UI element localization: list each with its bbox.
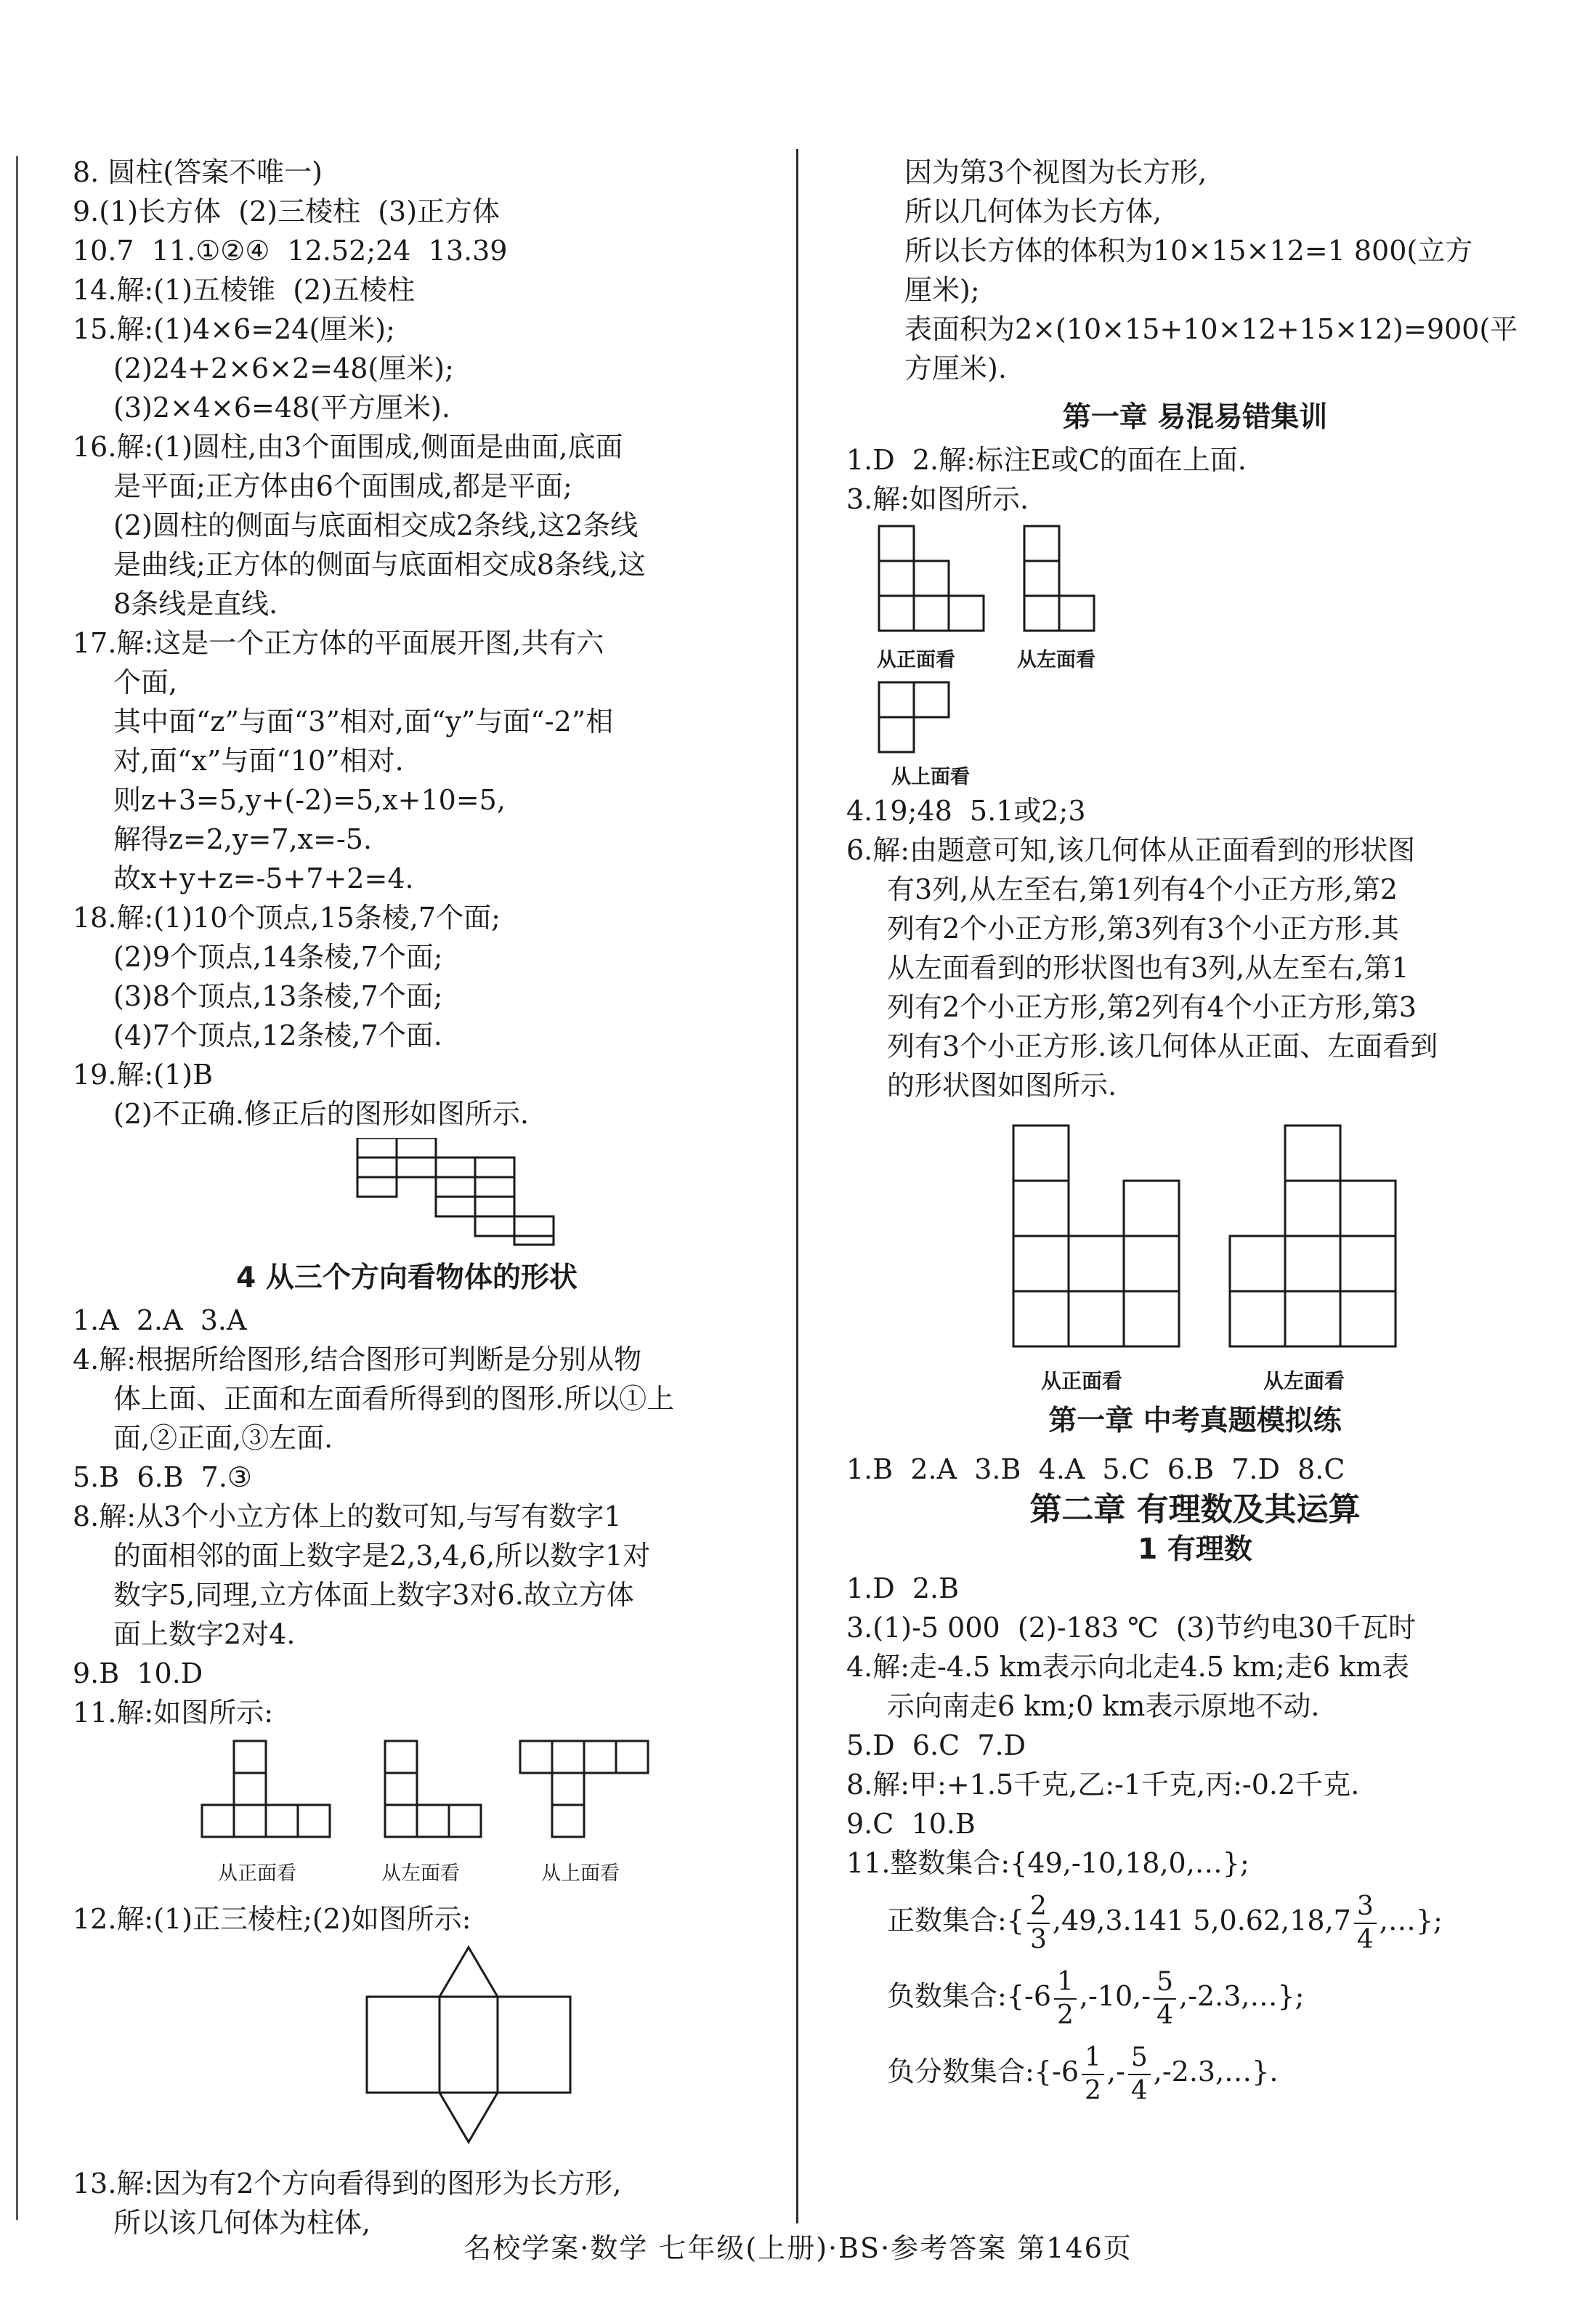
answer-line: 3.解:如图所示. xyxy=(846,483,1029,515)
answer-line: 故x+y+z=-5+7+2=4. xyxy=(113,862,414,894)
figure-6-drawing xyxy=(846,1105,1544,1396)
answer-line: 8条线是直线. xyxy=(113,588,278,620)
answer-line: 对,面“x”与面“10”相对. xyxy=(113,745,404,777)
answer-line: 列有2个小正方形,第3列有3个小正方形.其 xyxy=(887,913,1399,945)
figure-11-three-views xyxy=(73,1732,741,1899)
answer-line: 的面相邻的面上数字是2,3,4,6,所以数字1对 xyxy=(113,1540,651,1572)
answer-line: (3)8个顶点,13条棱,7个面; xyxy=(113,980,443,1012)
fraction-five-quarters: $\frac{5}{4}$ xyxy=(1128,2042,1151,2107)
answer-line: 11.整数集合:{49,-10,18,0,…}; xyxy=(846,1847,1249,1879)
page-footer: 名校学案·数学 七年级(上册)·BS·参考答案 第146页 xyxy=(463,2232,1133,2264)
caption-left-view: 从左面看 xyxy=(1263,1369,1345,1393)
answer-line: 5.D 6.C 7.D xyxy=(846,1729,1026,1761)
answer-line: 6.解:由题意可知,该几何体从正面看到的形状图 xyxy=(846,834,1416,866)
answer-line: 是曲线;正方体的侧面与底面相交成8条线,这 xyxy=(113,549,647,581)
answer-line: 9.(1)长方体 (2)三棱柱 (3)正方体 xyxy=(73,195,501,227)
answer-line: 1.A 2.A 3.A xyxy=(73,1304,247,1336)
answer-line: 其中面“z”与面“3”相对,面“y”与面“-2”相 xyxy=(113,706,614,738)
fraction-five-quarters: $\frac{5}{4}$ xyxy=(1154,1966,1176,2032)
figure-12-prism-net xyxy=(73,1939,741,2164)
answer-line: 方厘米). xyxy=(904,352,1007,384)
answer-line: (2)不正确.修正后的图形如图所示. xyxy=(113,1098,529,1130)
answer-line: 所以几何体为长方体, xyxy=(904,195,1162,227)
right-column xyxy=(846,153,1544,2109)
column-divider xyxy=(796,149,798,2223)
answer-line: 4.解:走-4.5 km表示向北走4.5 km;走6 km表 xyxy=(846,1651,1410,1683)
set-label: 正数集合:{ xyxy=(887,1904,1024,1936)
figure-3-views xyxy=(846,519,1544,791)
answer-line: (2)24+2×6×2=48(厘米); xyxy=(113,352,454,384)
fraction-one-half: $\frac{1}{2}$ xyxy=(1082,2042,1104,2107)
fraction-one-half: $\frac{1}{2}$ xyxy=(1054,1966,1077,2032)
answer-line: 所以长方体的体积为10×15×12=1 800(立方 xyxy=(904,235,1473,267)
answer-line: 9.C 10.B xyxy=(846,1808,976,1840)
negative-set-line: 负数集合:{-6 $\frac{1}{2}$ ,-10,- $\frac{5}{4}$ ,-2.3,…}; xyxy=(887,1966,1305,2030)
caption-top-view: 从上面看 xyxy=(891,766,970,788)
answer-line: 体上面、正面和左面看所得到的图形.所以①上 xyxy=(113,1383,675,1415)
left-column xyxy=(73,153,741,2242)
answer-line: 5.B 6.B 7.③ xyxy=(73,1461,252,1493)
fraction-two-thirds: $\frac{2}{3}$ xyxy=(1027,1891,1050,1956)
positive-set-line: 正数集合:{ $\frac{2}{3}$ ,49,3.141 5,0.62,18,7 $\frac{3}{4}$ ,…}; xyxy=(887,1891,1443,1955)
answer-line: 的形状图如图所示. xyxy=(887,1070,1117,1102)
answer-line: 4.19;48 5.1或2;3 xyxy=(846,795,1086,827)
answer-line: 8.解:甲:+1.5千克,乙:-1千克,丙:-0.2千克. xyxy=(846,1769,1360,1801)
answer-line: 8. 圆柱(答案不唯一) xyxy=(73,156,323,188)
answer-line: 列有3个小正方形.该几何体从正面、左面看到 xyxy=(887,1030,1438,1062)
fraction-three-quarters: $\frac{3}{4}$ xyxy=(1354,1891,1377,1956)
answer-line: 18.解:(1)10个顶点,15条棱,7个面; xyxy=(73,902,501,934)
answer-line: 9.B 10.D xyxy=(73,1657,203,1689)
answer-line: 厘米); xyxy=(904,274,980,306)
answer-line: 1.B 2.A 3.B 4.A 5.C 6.B 7.D 8.C xyxy=(846,1453,1345,1485)
answer-line: 14.解:(1)五棱锥 (2)五棱柱 xyxy=(73,274,416,306)
negative-fraction-set-line: 负分数集合:{-6 $\frac{1}{2}$ ,- $\frac{5}{4}$ ,-2.3,…}. xyxy=(887,2042,1279,2106)
answer-line: 示向南走6 km;0 km表示原地不动. xyxy=(887,1690,1320,1722)
page-edge-shadow xyxy=(16,156,18,2220)
staircase-shape xyxy=(73,1138,741,1247)
answer-line: 是平面;正方体由6个面围成,都是平面; xyxy=(113,470,572,502)
answer-line: (2)9个顶点,14条棱,7个面; xyxy=(113,941,443,973)
section-1-title: 1 有理数 xyxy=(1138,1533,1252,1566)
answer-line: 面,②正面,③左面. xyxy=(113,1422,333,1454)
caption-top-view: 从上面看 xyxy=(541,1862,620,1885)
answer-line: 10.7 11.①②④ 12.52;24 13.39 xyxy=(73,235,508,267)
caption-front-view: 从正面看 xyxy=(1041,1369,1123,1393)
answer-line: (4)7个顶点,12条棱,7个面. xyxy=(113,1019,442,1051)
answer-line: 个面, xyxy=(113,666,178,698)
answer-line: 4.解:根据所给图形,结合图形可判断是分别从物 xyxy=(73,1344,642,1375)
answer-line: 19.解:(1)B xyxy=(73,1059,213,1091)
answer-line: 17.解:这是一个正方体的平面展开图,共有六 xyxy=(73,627,604,659)
figure-19-corrected-net xyxy=(73,1134,741,1243)
caption-left-view: 从左面看 xyxy=(381,1862,460,1885)
answer-line: 面上数字2对4. xyxy=(113,1618,296,1650)
answer-line: 3.(1)-5 000 (2)-183 ℃ (3)节约电30千瓦时 xyxy=(846,1612,1416,1644)
answer-line: 有3列,从左至右,第1列有4个小正方形,第2 xyxy=(887,873,1398,905)
caption-left-view: 从左面看 xyxy=(1017,649,1095,671)
answer-line: 则z+3=5,y+(-2)=5,x+10=5, xyxy=(113,784,506,816)
prism-net-drawing xyxy=(73,1939,741,2164)
answer-line: 表面积为2×(10×15+10×12+15×12)=900(平 xyxy=(904,313,1518,345)
answer-line: (3)2×4×6=48(平方厘米). xyxy=(113,392,450,424)
answer-line: 列有2个小正方形,第2列有4个小正方形,第3 xyxy=(887,991,1417,1023)
caption-front-view: 从正面看 xyxy=(218,1862,296,1885)
answer-line: 15.解:(1)4×6=24(厘米); xyxy=(73,313,395,345)
caption-front-view: 从正面看 xyxy=(877,649,955,671)
answer-line: 因为第3个视图为长方形, xyxy=(904,156,1207,188)
answer-line: 1.D 2.B xyxy=(846,1572,960,1604)
chapter1-exam-title: 第一章 中考真题模拟练 xyxy=(1048,1405,1342,1437)
answer-line: 从左面看到的形状图也有3列,从左至右,第1 xyxy=(887,952,1409,984)
answer-line: 13.解:因为有2个方向看得到的图形为长方形, xyxy=(73,2168,622,2199)
section-4-title: 4 从三个方向看物体的形状 xyxy=(236,1261,578,1294)
answer-line: 所以该几何体为柱体, xyxy=(113,2207,371,2239)
answer-line: 11.解:如图所示: xyxy=(73,1697,274,1729)
answer-line: (2)圆柱的侧面与底面相交成2条线,这2条线 xyxy=(113,509,639,541)
answer-line: 1.D 2.解:标注E或C的面在上面. xyxy=(846,444,1247,476)
answer-line: 16.解:(1)圆柱,由3个面围成,侧面是曲面,底面 xyxy=(73,431,623,463)
answer-line: 数字5,同理,立方体面上数字3对6.故立方体 xyxy=(113,1579,634,1611)
chapter1-mistakes-title: 第一章 易混易错集训 xyxy=(1062,401,1328,434)
chapter2-title: 第二章 有理数及其运算 xyxy=(1029,1491,1361,1528)
answer-line: 8.解:从3个小立方体上的数可知,与写有数字1 xyxy=(73,1500,622,1532)
answer-line: 12.解:(1)正三棱柱;(2)如图所示: xyxy=(73,1903,471,1935)
answer-line: 解得z=2,y=7,x=-5. xyxy=(113,823,373,855)
figure-6-views xyxy=(846,1105,1544,1396)
